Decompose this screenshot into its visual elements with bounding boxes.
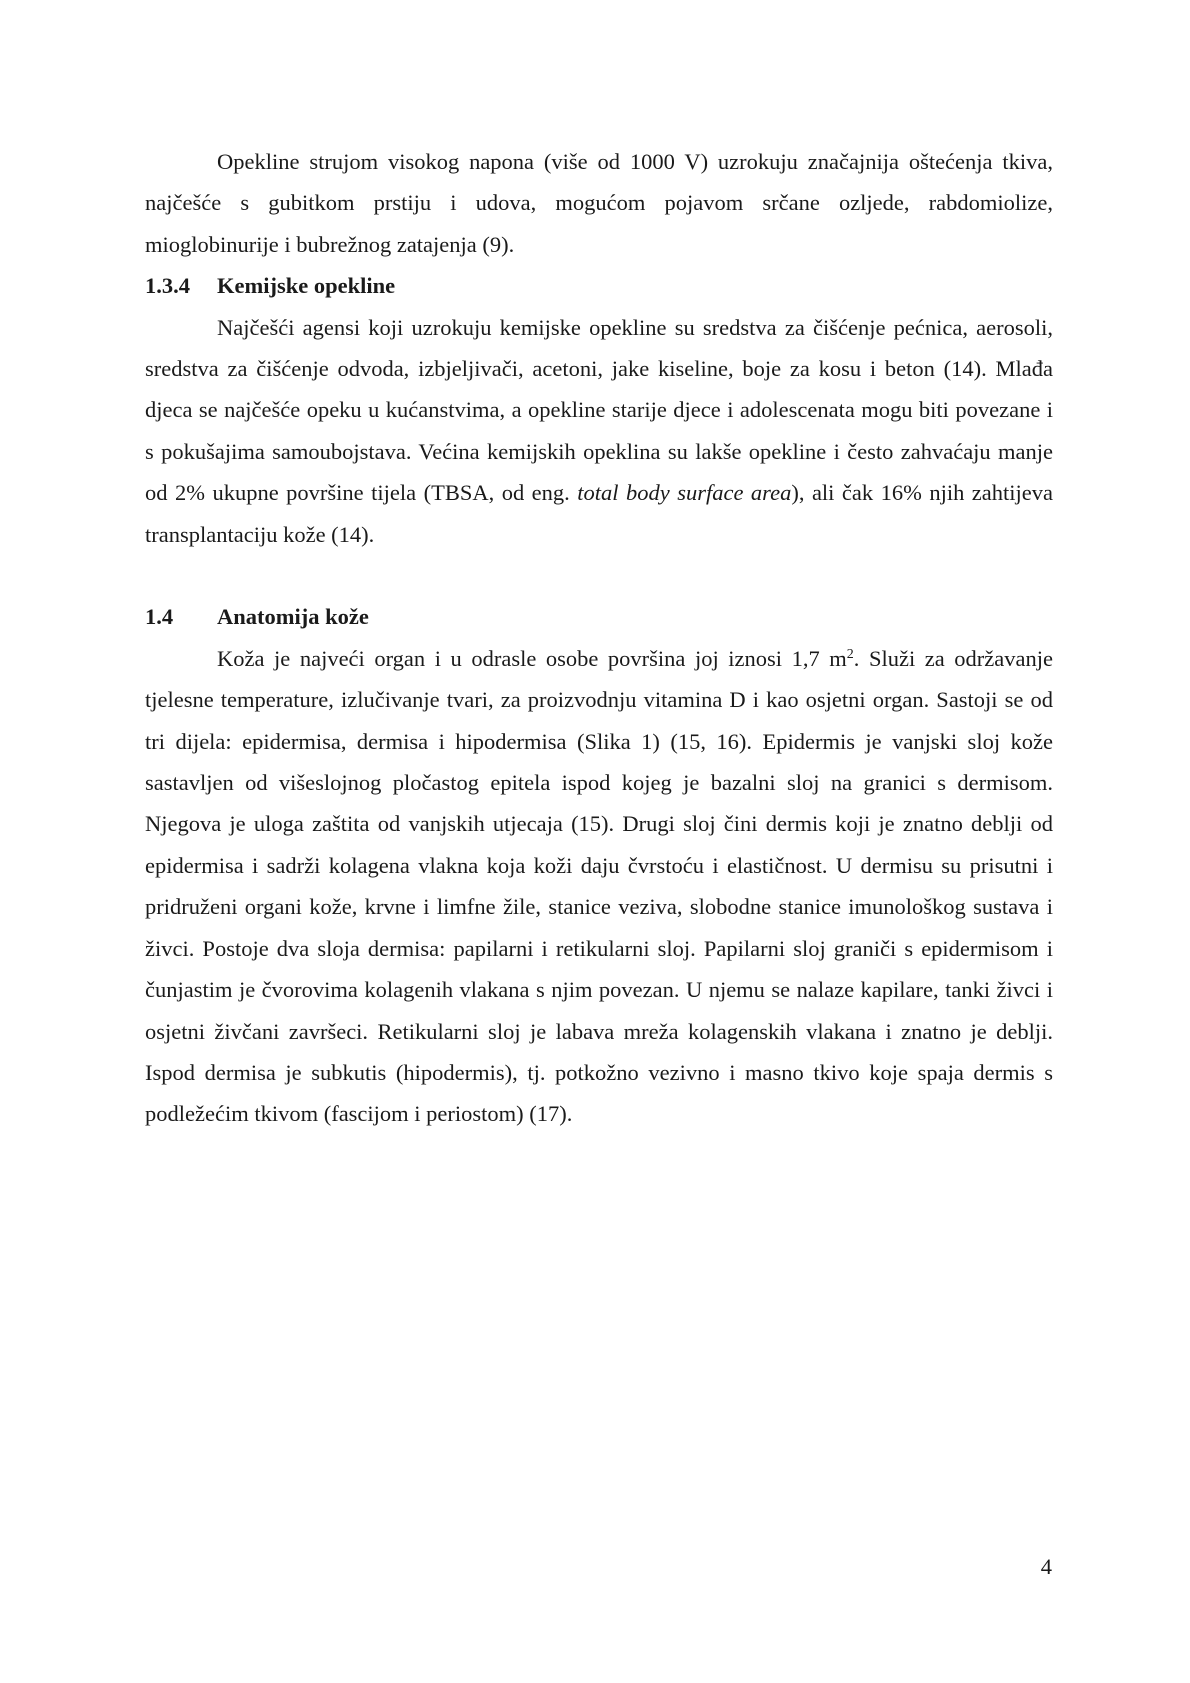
paragraph-skin-anatomy — [145, 638, 1053, 1135]
paragraph-electrical-burns: Opekline strujom visokog napona (više od 1000 V) uzrokuju značajnija oštećenja tkiva, najčešće s gubitkom prstiju i udova, mogućom pojavom srčane ozljede, rabdomiolize, mioglobinurije i bubrežnog zatajenja (9). — [145, 149, 1053, 257]
page-number: 4 — [1040, 1554, 1052, 1579]
section-title: Anatomija kože — [217, 604, 369, 630]
document-body — [145, 141, 1053, 1135]
paragraph-text: ), ali čak 16% njih zahtijeva transplantaciju kože (14). — [145, 480, 1054, 547]
paragraph-text: . Služi za održavanje tjelesne temperature, izlučivanje tvari, za proizvodnju vitamina D i kao osjetni organ. Sastoji se od tri dijela: epidermisa, dermisa i hipodermisa (Slika 1) (15, 16). Epidermis je vanjski sloj kože sastavljen od višeslojnog pločastog epitela ispod kojeg je bazalni sloj na granici s dermisom. Njegova je uloga zaštita od vanjskih utjecaja (15). Drugi sloj čini dermis koji je znatno deblji od epidermisa i sadrži kolagena vlakna koja koži daju čvrstoću i elastičnost. U dermisu su prisutni i pridruženi organi kože, krvne i limfne žile, stanice veziva, slobodne stanice imunološkog sustava i živci. Postoje dva sloja dermisa: papilarni i retikularni sloj. Papilarni sloj graniči s epidermisom i čunjastim je čvorovima kolagenih vlakana s njim povezan. U njemu se nalaze kapilare, tanki živci i osjetni živčani završeci. Retikularni sloj je labava mreža kolagenskih vlakana i znatno je deblji. Ispod dermisa je subkutis (hipodermis), tj. potkožno vezivno i masno tkivo koje spaja dermis s podležećim tkivom (fascijom i periostom) (17). — [145, 645, 1053, 1127]
section-heading-1-4 — [145, 596, 1053, 637]
paragraph-text: Koža je najveći organ i u odrasle osobe površina joj iznosi 1,7 m — [217, 645, 847, 671]
superscript: 2 — [846, 646, 854, 662]
paragraph-chemical-burns — [145, 307, 1053, 555]
section-number: 1.3.4 — [145, 273, 190, 299]
section-spacer — [145, 555, 1053, 596]
paragraph-text: Najčešći agensi koji uzrokuju kemijske opekline su sredstva za čišćenje pećnica, aerosoli, sredstva za čišćenje odvoda, izbjeljivači, acetoni, jake kiseline, boje za kosu i beton (14). Mlađa djeca se najčešće opeku u kućanstvima, a opekline starije djece i adolescenata mogu biti povezane i s pokušajima samoubojstava. Većina kemijskih opeklina su lakše opekline i često zahvaćaju manje od 2% ukupne površine tijela (TBSA, od eng. — [145, 314, 1053, 506]
section-heading-1-3-4 — [145, 265, 1053, 306]
italic-term: total body surface area — [577, 480, 792, 506]
section-number: 1.4 — [145, 604, 174, 630]
section-title: Kemijske opekline — [217, 273, 396, 299]
